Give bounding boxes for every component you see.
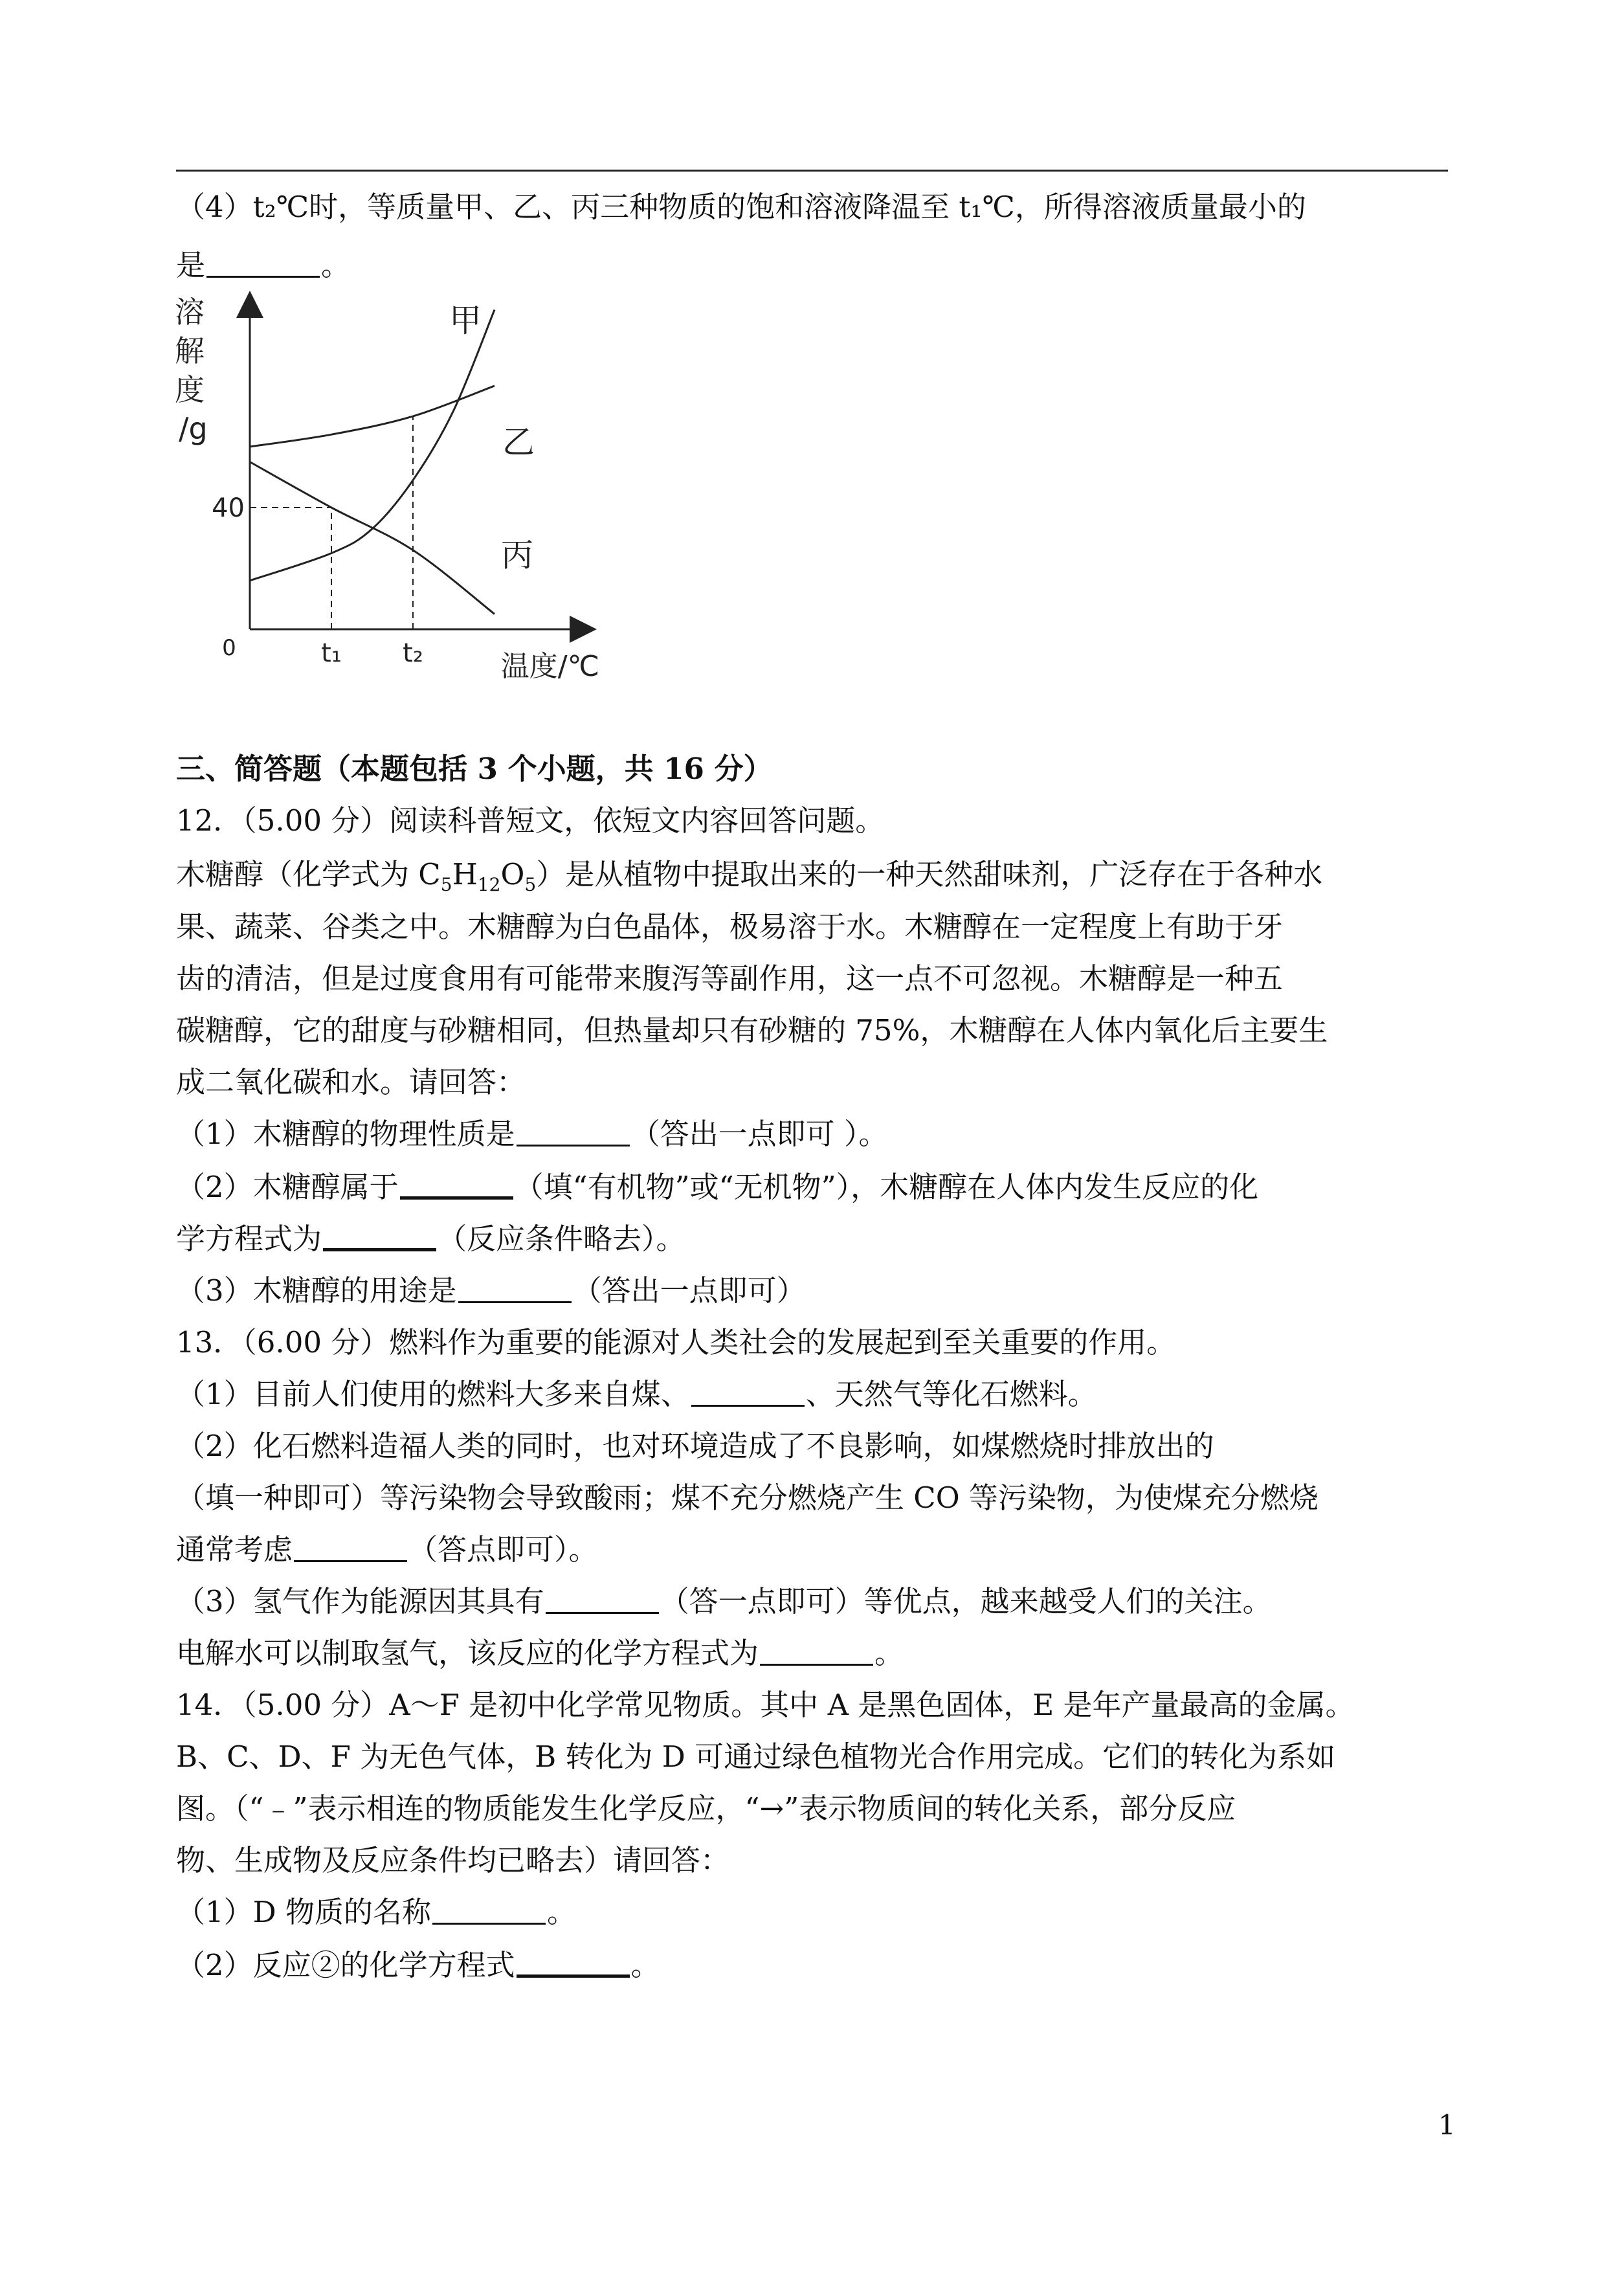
q13-sub-1: （1）目前人们使用的燃料大多来自煤、 、天然气等化石燃料。 — [176, 1377, 1097, 1411]
y-axis-label-char: /g — [179, 411, 208, 446]
y-axis-label-char: 解 — [175, 333, 205, 368]
q12-sub-2: （2）木糖醇属于 （填“有机物”或“无机物”），木糖醇在人体内发生反应的化 — [176, 1170, 1259, 1204]
series-label-jia: 甲 — [449, 302, 482, 339]
q14-sub-1: （1）D 物质的名称 。 — [176, 1895, 577, 1929]
q14-para-1: 14．（5.00 分）A～F 是初中化学常见物质。其中 A 是黑色固体，E 是年产量最高的金属。 — [176, 1688, 1355, 1722]
curve-bing — [250, 462, 495, 614]
chart-curves — [250, 310, 495, 614]
answer-blank[interactable] — [546, 1586, 659, 1614]
q13-head: 13．（6.00 分）燃料作为重要的能源对人类社会的发展起到至关重要的作用。 — [176, 1325, 1176, 1359]
q13-sub-2: （2）化石燃料造福人类的同时，也对环境造成了不良影响，如煤燃烧时排放出的 — [176, 1429, 1214, 1463]
q11-4-line1: （4）t₂℃时，等质量甲、乙、丙三种物质的饱和溶液降温至 t₁℃，所得溶液质量最小的 — [176, 190, 1306, 224]
q14-para-4: 物、生成物及反应条件均已略去）请回答： — [176, 1843, 730, 1877]
q12-para-5: 成二氧化碳和水。请回答： — [176, 1065, 526, 1099]
q12-sub-1: （1）木糖醇的物理性质是 （答出一点即可 ）。 — [176, 1117, 888, 1151]
section-3-title: 三、简答题（本题包括 3 个小题，共 16 分） — [176, 752, 773, 786]
y-axis-label-char: 溶 — [175, 295, 205, 330]
answer-blank[interactable] — [323, 1222, 436, 1251]
chart-guides — [250, 416, 413, 629]
q12-para-2: 果、蔬菜、谷类之中。木糖醇为白色晶体，极易溶于水。木糖醇在一定程度上有助于牙 — [176, 910, 1284, 944]
header-rule — [176, 170, 1448, 172]
q12-para-4: 碳糖醇，它的甜度与砂糖相同，但热量却只有砂糖的 75%，木糖醇在人体内氧化后主要生 — [176, 1013, 1328, 1047]
q12-sub-2-cont: 学方程式为 （反应条件略去）。 — [176, 1222, 685, 1256]
chart-labels — [175, 295, 599, 683]
answer-blank[interactable] — [760, 1638, 873, 1666]
page-number: 1 — [1438, 2109, 1456, 2141]
q12-sub-3: （3）木糖醇的用途是 （答出一点即可） — [176, 1273, 806, 1308]
answer-blank[interactable] — [432, 1897, 546, 1925]
q13-sub-3-cont: 电解水可以制取氢气，该反应的化学方程式为 。 — [176, 1636, 904, 1670]
answer-blank[interactable] — [517, 1119, 630, 1146]
q14-para-2: B、C、D、F 为无色气体，B 转化为 D 可通过绿色植物光合作用完成。它们的转化为系如 — [176, 1739, 1336, 1774]
q14-para-3: 图。（“﹣”表示相连的物质能发生化学反应，“→”表示物质间的转化关系，部分反应 — [176, 1791, 1236, 1826]
q14-sub-2: （2）反应②的化学方程式 。 — [176, 1948, 660, 1982]
origin-label: 0 — [222, 635, 236, 661]
y-axis-label-char: 度 — [175, 372, 205, 407]
answer-blank[interactable] — [294, 1534, 407, 1562]
q12-head: 12．（5.00 分）阅读科普短文，依短文内容回答问题。 — [176, 803, 885, 838]
solubility-chart — [175, 285, 615, 699]
answer-blank[interactable] — [517, 1949, 630, 1978]
answer-blank[interactable] — [458, 1275, 572, 1303]
answer-blank[interactable] — [691, 1379, 805, 1407]
x-tick-t2: t₂ — [403, 638, 423, 668]
answer-blank[interactable] — [400, 1170, 513, 1200]
q13-sub-3: （3）氢气作为能源因其具有 （答一点即可）等优点，越来越受人们的关注。 — [176, 1584, 1272, 1618]
series-label-yi: 乙 — [502, 423, 535, 461]
q11-4-line2: 是 。 — [176, 248, 351, 282]
x-axis-label: 温度/℃ — [500, 650, 599, 683]
q13-sub-2-cont: （填一种即可）等污染物会导致酸雨；煤不充分燃烧产生 CO 等污染物，为使煤充分燃烧 — [176, 1481, 1318, 1515]
curve-yi — [250, 386, 495, 447]
q12-para-1: 木糖醇（化学式为 $C_5H_{12}O_5$）是从植物中提取出来的一种天然甜味剂，广泛存在于各种水 — [176, 857, 1323, 895]
y-tick-40: 40 — [212, 493, 245, 523]
q12-para-3: 齿的清洁，但是过度食用有可能带来腹泻等副作用，这一点不可忽视。木糖醇是一种五 — [176, 961, 1284, 996]
curve-jia — [250, 310, 495, 581]
q13-sub-2-end: 通常考虑 （答点即可）。 — [176, 1532, 598, 1567]
chart-axes — [250, 304, 583, 629]
series-label-bing: 丙 — [501, 536, 533, 574]
answer-blank[interactable] — [206, 250, 320, 278]
x-tick-t1: t₁ — [321, 638, 342, 668]
